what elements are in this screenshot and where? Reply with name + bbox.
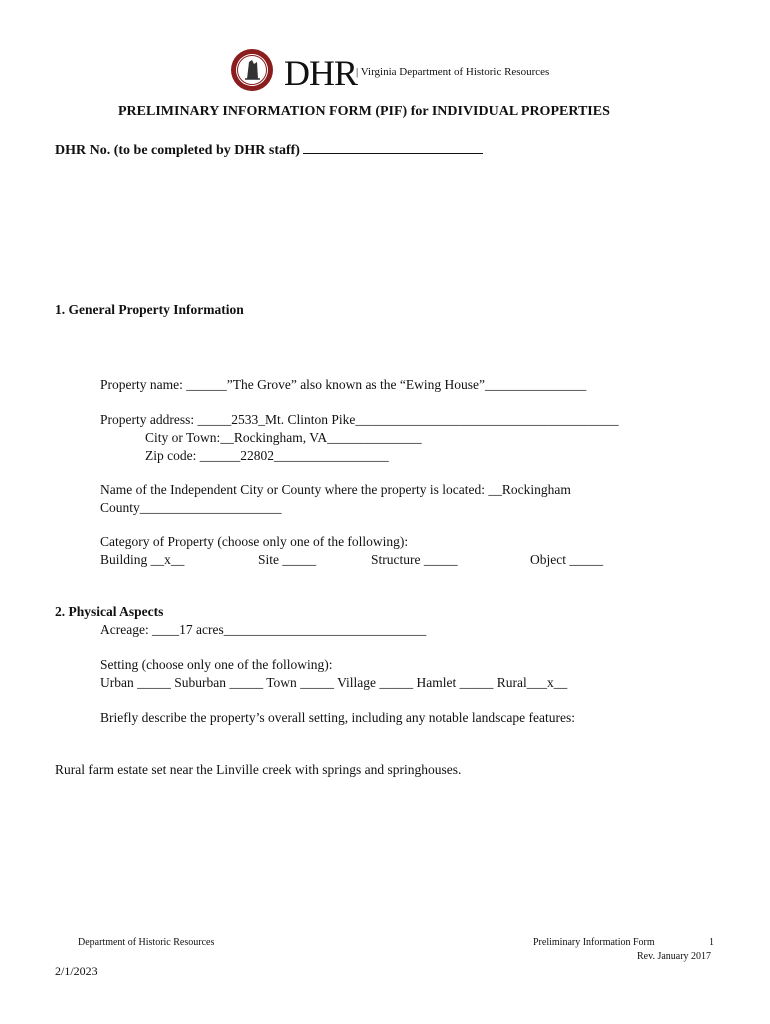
category-object-label: Object — [530, 552, 570, 567]
property-address-label: Property address: — [100, 412, 198, 427]
zip-label: Zip code: — [145, 448, 200, 463]
setting-village-label: Village — [333, 675, 380, 690]
category-site-label: Site — [258, 552, 283, 567]
acreage-row — [100, 622, 426, 638]
setting-urban-field[interactable]: _____ — [137, 675, 171, 690]
city-row — [145, 430, 422, 446]
dhr-logo-text: DHR — [284, 53, 358, 93]
setting-describe-label: Briefly describe the property’s overall setting, including any notable landscape features: — [100, 710, 575, 725]
category-building-option[interactable] — [100, 552, 184, 568]
setting-rural-label: Rural — [493, 675, 527, 690]
setting-hamlet-field[interactable]: _____ — [459, 675, 494, 690]
dhr-no-field[interactable] — [303, 140, 483, 154]
property-name-row — [100, 377, 586, 393]
footer-page-number: 1 — [709, 937, 714, 948]
setting-town-field[interactable]: _____ — [300, 675, 334, 690]
category-structure-label: Structure — [371, 552, 424, 567]
category-label: Category of Property (choose only one of the following): — [100, 534, 409, 549]
virginia-seal-logo — [230, 48, 274, 92]
county-label: Name of the Independent City or County where the property is located: — [100, 482, 489, 497]
category-structure-field[interactable]: _____ — [423, 552, 458, 567]
footer-date: 2/1/2023 — [55, 964, 98, 978]
category-building-label: Building — [100, 552, 151, 567]
footer-form-title: Preliminary Information Form — [533, 937, 655, 948]
property-address-field[interactable]: _____2533_Mt. Clinton Pike_______________________________________ — [197, 412, 619, 427]
property-name-field[interactable]: ______”The Grove” also known as the “Ewing House”_______________ — [186, 377, 587, 392]
section2-heading: 2. Physical Aspects — [55, 604, 164, 619]
county-field[interactable]: __Rockingham — [488, 482, 571, 497]
property-name-label: Property name: — [100, 377, 187, 392]
category-site-field[interactable]: _____ — [282, 552, 317, 567]
footer-left-text: Department of Historic Resources — [78, 937, 215, 948]
zip-row — [145, 448, 389, 464]
setting-suburban-field[interactable]: _____ — [229, 675, 264, 690]
footer-revision: Rev. January 2017 — [637, 951, 712, 962]
form-title: PRELIMINARY INFORMATION FORM (PIF) for INDIVIDUAL PROPERTIES — [118, 104, 610, 119]
county-field-continued[interactable]: County_____________________ — [100, 500, 282, 515]
dhr-logo-subtitle: | Virginia Department of Historic Resources — [356, 66, 550, 78]
setting-rural-field[interactable]: ___x__ — [526, 675, 568, 690]
category-object-field[interactable]: _____ — [569, 552, 604, 567]
setting-suburban-label: Suburban — [170, 675, 230, 690]
category-building-field[interactable]: __x__ — [150, 552, 185, 567]
category-structure-option[interactable] — [371, 552, 458, 568]
zip-field[interactable]: ______22802_________________ — [199, 448, 389, 463]
dhr-no-label: DHR No. (to be completed by DHR staff) — [55, 143, 304, 158]
setting-description-field[interactable]: Rural farm estate set near the Linville creek with springs and springhouses. — [55, 762, 462, 777]
county-row — [100, 482, 571, 498]
setting-town-label: Town — [263, 675, 301, 690]
acreage-field[interactable]: ____17 acres______________________________ — [152, 622, 427, 637]
dhr-no-row — [55, 140, 483, 159]
setting-options-row — [100, 675, 567, 691]
setting-village-field[interactable]: _____ — [379, 675, 414, 690]
acreage-label: Acreage: — [100, 622, 153, 637]
section1-heading: 1. General Property Information — [55, 302, 244, 317]
setting-hamlet-label: Hamlet — [413, 675, 460, 690]
city-field[interactable]: __Rockingham, VA______________ — [220, 430, 422, 445]
category-object-option[interactable] — [530, 552, 603, 568]
property-address-row — [100, 412, 619, 428]
setting-label: Setting (choose only one of the following): — [100, 657, 333, 672]
city-label: City or Town: — [145, 430, 221, 445]
category-site-option[interactable] — [258, 552, 316, 568]
setting-urban-label: Urban — [100, 675, 138, 690]
